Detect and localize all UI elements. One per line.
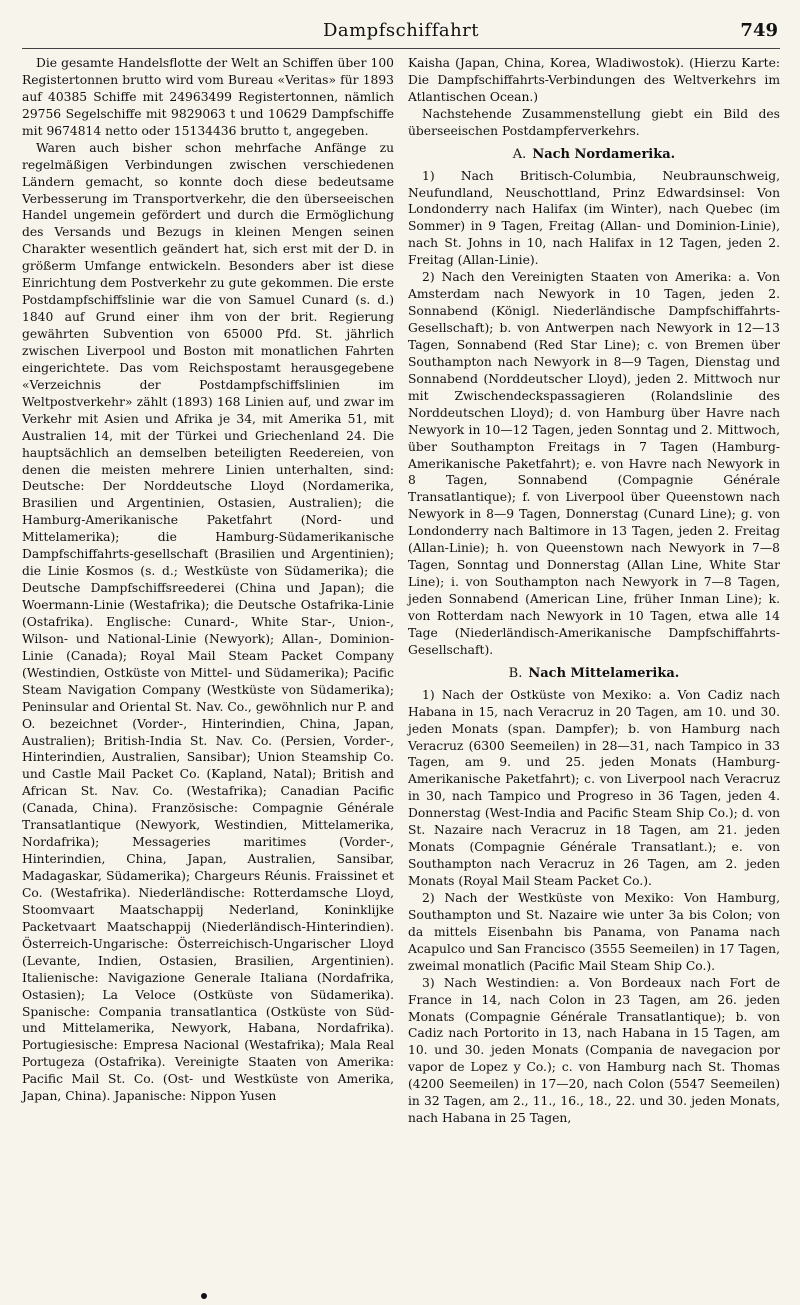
paragraph: 3) Nach Westindien: a. Von Bordeaux nach Fort de France in 14, nach Colon in 23 Tagen, am 26. jeden Monats (Compagnie Générale Transatlantique); b. von Cadiz nach Portorito in 13, nach Habana in 15 Tagen, am 10. und 30. jeden Monats (Compania de navegacion por vapor de Lopez y Co.); c. von Hamburg nach St. Thomas (4200 Seemeilen) in 17—20, nach Colon (5547 Seemeilen) in 32 Tagen, am 2., 11., 16., 18., 22. und 30. jeden Monats, nach Habana in 25 Tagen, <box>408 975 780 1126</box>
section-letter: B. <box>508 665 523 681</box>
section-letter: A. <box>512 146 527 162</box>
left-column <box>22 55 394 1127</box>
paragraph: 1) Nach Britisch-Columbia, Neubraunschweig, Neufundland, Neuschottland, Prinz Edwardsinsel: Von Londonderry nach Halifax (im Winter), nach Quebec (im Sommer) in 9 Tagen, Freitag (Allan- und Dominion-Linie), nach St. Johns in 10, nach Halifax in 12 Tagen, jeden 2. Freitag (Allan-Linie). <box>408 168 780 268</box>
printer-mark-dot <box>201 1293 207 1299</box>
paragraph: 1) Nach der Ostküste von Mexiko: a. Von Cadiz nach Habana in 15, nach Veracruz in 20 Tagen, am 10. und 30. jeden Monats (span. Dampfer); b. von Hamburg nach Veracruz (6300 Seemeilen) in 28—31, nach Tampico in 33 Tagen, am 9. und 25. jeden Monats (Hamburg-Amerikanische Paketfahrt); c. von Liverpool nach Veracruz in 30, nach Tampico und Progreso in 36 Tagen, jeden 4. Donnerstag (West-India and Pacific Steam Ship Co.); d. von St. Nazaire nach Veracruz in 18 Tagen, am 21. jeden Monats (Compagnie Générale Transatlant.); e. von Southampton nach Veracruz in 26 Tagen, am 2. jeden Monats (Royal Mail Steam Packet Co.). <box>408 687 780 888</box>
page-header <box>22 18 780 49</box>
section-heading-a <box>408 146 780 164</box>
page-number: 749 <box>740 20 778 41</box>
running-head: Dampfschiffahrt <box>322 20 480 41</box>
text-columns <box>22 55 780 1127</box>
section-heading-b <box>408 665 780 683</box>
section-title: Nach Nordamerika. <box>532 146 676 162</box>
paragraph: 2) Nach der Westküste von Mexiko: Von Hamburg, Southampton und St. Nazaire wie unter 3a bis Colon; von da mittels Eisenbahn bis Panama, von Panama nach Acapulco und San Francisco (3555 Seemeilen) in 17 Tagen, zweimal monatlich (Pacific Mail Steam Ship Co.). <box>408 890 780 973</box>
paragraph: Kaisha (Japan, China, Korea, Wladiwostok). (Hierzu Karte: Die Dampfschiffahrts-Verbindungen des Weltverkehrs im Atlantischen Ocean.) <box>408 56 780 104</box>
paragraph: 2) Nach den Vereinigten Staaten von Amerika: a. Von Amsterdam nach Newyork in 10 Tagen, jeden 2. Sonnabend (Königl. Niederländische Dampfschiffahrts-Gesellschaft); b. von Antwerpen nach Newyork in 12—13 Tagen, Sonnabend (Red Star Line); c. von Bremen über Southampton nach Newyork in 8—9 Tagen, Dienstag und Sonnabend (Norddeutscher Lloyd), jeden 2. Mittwoch nur mit Zwischendeckspassagieren (Rolandslinie des Norddeutschen Lloyd); d. von Hamburg über Havre nach Newyork in 10—12 Tagen, jeden Sonntag und 2. Mittwoch, über Southampton Freitags in 7 Tagen (Hamburg-Amerikanische Paketfahrt); e. von Havre nach Newyork in 8 Tagen, Sonnabend (Compagnie Générale Transatlantique); f. von Liverpool über Queenstown nach Newyork in 8—9 Tagen, Donnerstag (Cunard Line); g. von Londonderry nach Baltimore in 13 Tagen, jeden 2. Freitag (Allan-Linie); h. von Queenstown nach Newyork in 7—8 Tagen, Sonntag und Donnerstag (Allan Line, White Star Line); i. von Southampton nach Newyork in 7—8 Tagen, jeden Sonnabend (American Line, früher Inman Line); k. von Rotterdam nach Newyork in 10 Tagen, etwa alle 14 Tage (Niederländisch-Amerikanische Dampfschiffahrts-Gesellschaft). <box>408 270 780 657</box>
paragraph: Die gesamte Handelsflotte der Welt an Schiffen über 100 Registertonnen brutto wird vom Bureau «Veritas» für 1893 auf 40385 Schiffe mit 24963499 Registertonnen, nämlich 29756 Segelschiffe mit 9829063 t und 10629 Dampfschiffe mit 9674814 netto oder 15134436 brutto t, angegeben. <box>22 56 394 138</box>
paragraph: Waren auch bisher schon mehrfache Anfänge zu regelmäßigen Verbindungen zwischen verschiedenen Ländern gemacht, so konnte doch diese bedeutsame Verbesserung im Transportverkehr, die den überseeischen Handel ungemein gefördert und durch die Ermöglichung des Versands und Bezugs in kleinen Mengen seinen Charakter wesentlich geändert hat, sich erst mit der D. in größerm Umfange entwickeln. Besonders aber ist diese Einrichtung dem Postverkehr zu gute gekommen. Die erste Postdampfschiffslinie war die von Samuel Cunard (s. d.) 1840 auf Grund einer ihm von der brit. Regierung gewährten Subvention von 65000 Pfd. St. jährlich zwischen Liverpool und Boston mit monatlichen Fahrten eingerichtete. Das vom Reichspostamt herausgegebene «Verzeichnis der Postdampfschiffslinien im Weltpostverkehr» zählt (1893) 168 Linien auf, und zwar im Verkehr mit Asien und Afrika je 34, mit Amerika 51, mit Australien 14, mit der Türkei und Griechenland 24. Die hauptsächlich an demselben beteiligten Reedereien, von denen die meisten mehrere Linien unterhalten, sind: Deutsche: Der Norddeutsche Lloyd (Nordamerika, Brasilien und Argentinien, Ostasien, Australien); die Hamburg-Amerikanische Paketfahrt (Nord- und Mittelamerika); die Hamburg-Südamerikanische Dampfschiffahrts-gesellschaft (Brasilien und Argentinien); die Linie Kosmos (s. d.; Westküste von Südamerika); die Deutsche Dampfschiffsreederei (China und Japan); die Woermann-Linie (Westafrika); die Deutsche Ostafrika-Linie (Ostafrika). Englische: Cunard-, White Star-, Union-, Wilson- und National-Linie (Newyork); Allan-, Dominion-Linie (Canada); Royal Mail Steam Packet Company (Westindien, Ostküste von Mittel- und Südamerika); Pacific Steam Navigation Company (Westküste von Südamerika); Peninsular and Oriental St. Nav. Co., gewöhnlich nur P. and O. bezeichnet (Vorder-, Hinterindien, China, Japan, Australien); British-India St. Nav. Co. (Persien, Vorder-, Hinterindien, Australien, Sansibar); Union Steamship Co. und Castle Mail Packet Co. (Kapland, Natal); British and African St. Nav. Co. (Westafrika); Canadian Pacific (Canada, China). Französische: Compagnie Générale Transatlantique (Newyork, Westindien, Mittelamerika, Nordafrika); Messageries maritimes (Vorder-, Hinterindien, China, Japan, Australien, Sansibar, Madagaskar, Südamerika); Chargeurs Réunis. Fraissinet et Co. (Westafrika). Niederländische: Rotterdamsche Lloyd, Stoomvaart Maatschappij Nederland, Koninklijke Packetvaart Maatschappij (Niederländisch-Hinterindien). Österreich-Ungarische: Österreichisch-Ungarischer Lloyd (Levante, Indien, Ostasien, Brasilien, Argentinien). Italienische: Navigazione Generale Italiana (Nordafrika, Ostasien); La Veloce (Ostküste von Südamerika). Spanische: Compania transatlantica (Ostküste von Süd- und Mittelamerika, Newyork, Habana, Nordafrika). Portugiesische: Empresa Nacional (Westafrika); Mala Real Portugeza (Ostafrika). Vereinigte Staaten von Amerika: Pacific Mail St. Co. (Ost- und Westküste von Amerika, Japan, China). Japanische: Nippon Yusen <box>22 140 394 1104</box>
section-title: Nach Mittelamerika. <box>528 665 680 681</box>
right-column <box>408 55 780 1127</box>
paragraph: Nachstehende Zusammenstellung giebt ein Bild des überseeischen Postdampferverkehrs. <box>408 106 780 138</box>
